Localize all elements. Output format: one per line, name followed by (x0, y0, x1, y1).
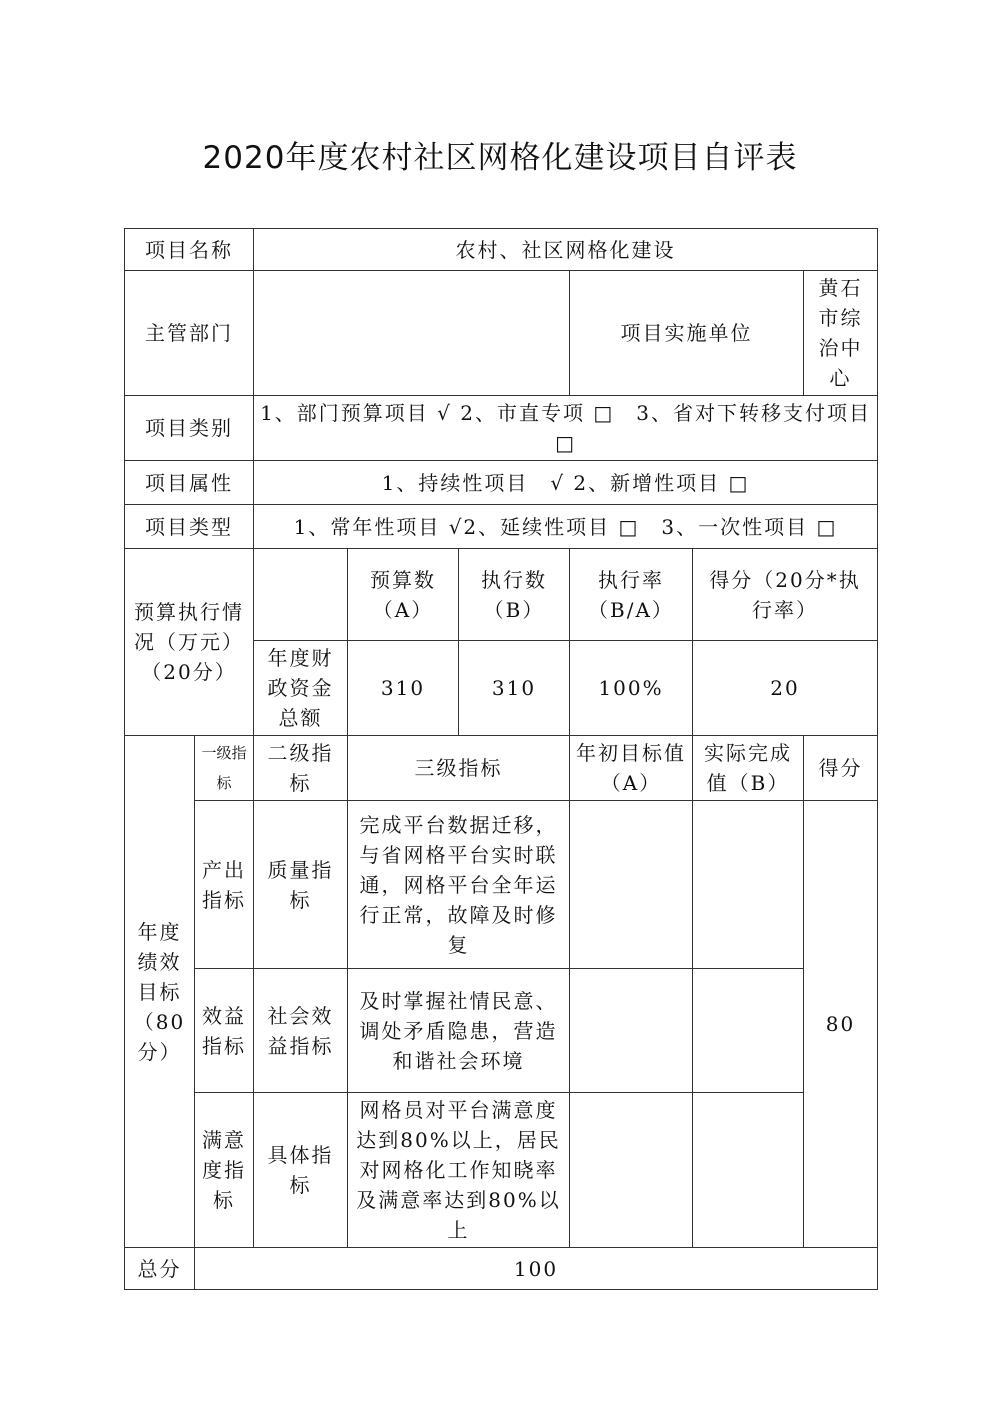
level3-benefit-desc: 及时掌握社情民意、调处矛盾隐患，营造和谐社会环境 (348, 969, 570, 1093)
benefit-indicator-row (125, 969, 878, 1093)
performance-header-row (125, 736, 878, 801)
implementing-unit-value: 黄石市综治中心 (804, 271, 878, 396)
executed-header: 执行数（B） (459, 549, 570, 641)
department-value (254, 271, 570, 396)
self-evaluation-table (124, 228, 878, 1290)
project-name-label: 项目名称 (125, 229, 254, 271)
department-row (125, 271, 878, 396)
budget-value: 310 (348, 641, 459, 736)
level1-header: 一级指标 (195, 736, 254, 801)
total-label: 总分 (125, 1248, 195, 1290)
budget-header: 预算数（A） (348, 549, 459, 641)
budget-label: 预算执行情况（万元）（20分） (125, 549, 254, 736)
satisfaction-indicator-row (125, 1093, 878, 1248)
level3-satisfaction-desc: 网格员对平台满意度达到80%以上，居民对网格化工作知晓率及满意率达到80%以上 (348, 1093, 570, 1248)
level2-specific: 具体指标 (254, 1093, 348, 1248)
executed-value: 310 (459, 641, 570, 736)
output-actual-value (693, 801, 804, 969)
output-indicator-row (125, 801, 878, 969)
level1-output: 产出指标 (195, 801, 254, 969)
rate-header: 执行率（B/A） (570, 549, 693, 641)
budget-header-row (125, 549, 878, 641)
satisfaction-target-value (570, 1093, 693, 1248)
budget-header-blank (254, 549, 348, 641)
department-label: 主管部门 (125, 271, 254, 396)
level2-header: 二级指标 (254, 736, 348, 801)
budget-score-header: 得分（20分*执行率） (693, 549, 878, 641)
type-row (125, 505, 878, 549)
level2-social-benefit: 社会效益指标 (254, 969, 348, 1093)
total-value: 100 (195, 1248, 878, 1290)
performance-score-header: 得分 (804, 736, 878, 801)
type-label: 项目类型 (125, 505, 254, 549)
category-value: 1、部门预算项目 √ 2、市直专项 □ 3、省对下转移支付项目 □ (254, 396, 878, 461)
benefit-target-value (570, 969, 693, 1093)
output-target-value (570, 801, 693, 969)
level3-header: 三级指标 (348, 736, 570, 801)
annual-funds-label: 年度财政资金总额 (254, 641, 348, 736)
level2-quality: 质量指标 (254, 801, 348, 969)
type-value: 1、常年性项目 √2、延续性项目 □ 3、一次性项目 □ (254, 505, 878, 549)
implementing-unit-label: 项目实施单位 (570, 271, 804, 396)
budget-score-value: 20 (693, 641, 878, 736)
attribute-row (125, 461, 878, 505)
satisfaction-actual-value (693, 1093, 804, 1248)
level1-satisfaction: 满意度指标 (195, 1093, 254, 1248)
category-label: 项目类别 (125, 396, 254, 461)
attribute-label: 项目属性 (125, 461, 254, 505)
page-title: 2020年度农村社区网格化建设项目自评表 (202, 140, 798, 176)
level1-benefit: 效益指标 (195, 969, 254, 1093)
benefit-actual-value (693, 969, 804, 1093)
actual-header: 实际完成值（B） (693, 736, 804, 801)
target-header: 年初目标值（A） (570, 736, 693, 801)
project-name-value: 农村、社区网格化建设 (254, 229, 878, 271)
performance-label: 年度绩效目标（80分） (125, 736, 195, 1248)
category-row (125, 396, 878, 461)
level3-output-desc: 完成平台数据迁移，与省网格平台实时联通，网格平台全年运行正常，故障及时修复 (348, 801, 570, 969)
rate-value: 100% (570, 641, 693, 736)
attribute-value: 1、持续性项目 √ 2、新增性项目 □ (254, 461, 878, 505)
total-row (125, 1248, 878, 1290)
project-name-row (125, 229, 878, 271)
performance-score-value: 80 (804, 801, 878, 1248)
